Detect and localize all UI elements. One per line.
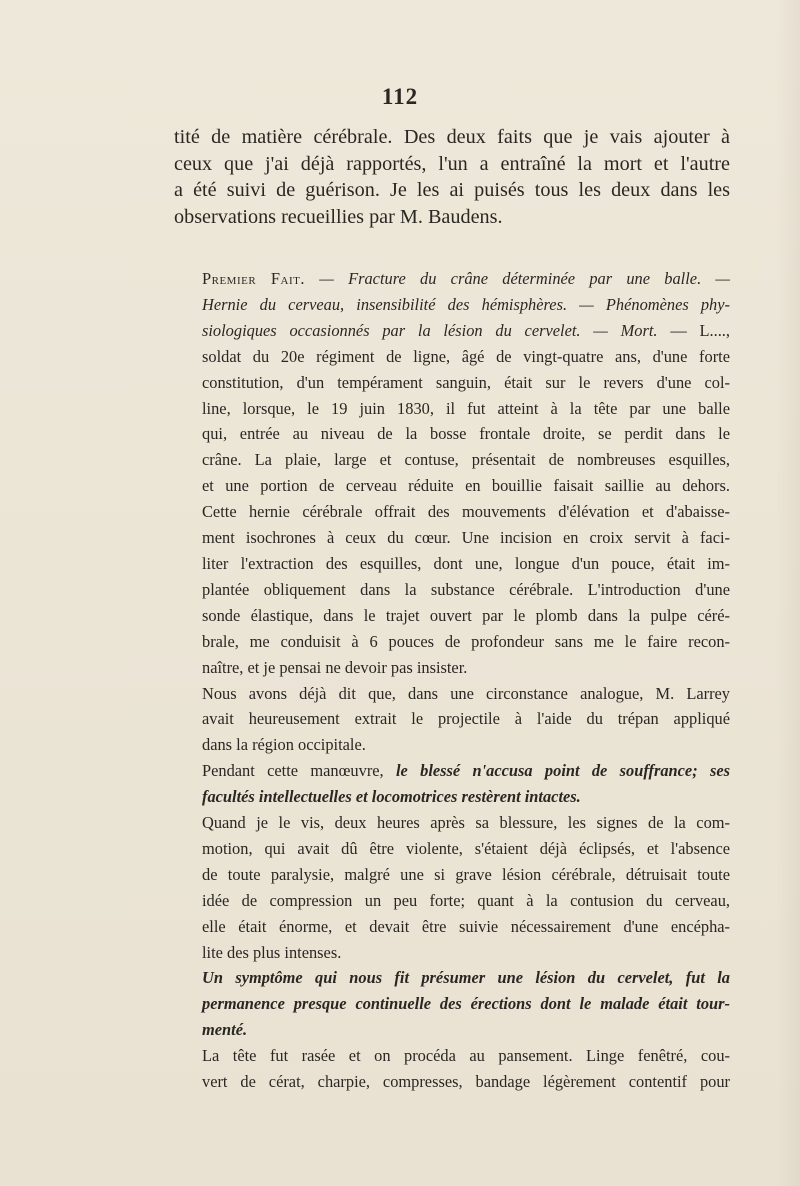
body-line [174,784,730,810]
body-line: sonde élastique, dans le trajet ouvert par le plomb dans la pulpe céré- [202,605,730,625]
patient-initial: — L...., [657,320,730,340]
intro-line: a été suivi de guérison. Je les ai puisés tous les deux dans les [174,179,730,202]
body-line: ment isochrones à ceux du cœur. Une incision en croix servit à faci- [202,528,730,548]
case-heading-line [174,318,730,344]
plain-text: Pendant cette manœuvre, [202,761,396,781]
body-line: de toute paralysie, malgré une si grave lésion cérébrale, détruisait toute [202,864,730,884]
body-line: line, lorsque, le 19 juin 1830, il fut atteint à la tête par une balle [202,398,730,418]
emphasis-line: Un symptôme qui nous fit présumer une lésion du cervelet, fut la [202,968,730,988]
paragraph-dressing [174,1043,730,1095]
emphasis-text: facultés intellectuelles et locomotrices restèrent intactes. [202,787,581,807]
paragraph-manoeuvre [174,758,730,810]
body-line: vert de cérat, charpie, compresses, bandage légèrement contentif pour [202,1072,730,1092]
case-heading-paragraph [174,266,730,681]
body-line: Cette hernie cérébrale offrait des mouvements d'élévation et d'abaisse- [202,502,730,522]
body-line: idée de compression un peu forte; quant à la contusion du cerveau, [202,890,730,910]
emphasis-line: permanence presque continuelle des érections dont le malade était tour- [202,994,730,1014]
case-heading-label: Premier Fait. [202,269,305,288]
paragraph-larrey [174,681,730,759]
body-line: constitution, d'un tempérament sanguin, était sur le revers d'une col- [202,372,730,392]
body-line: La tête fut rasée et on procéda au pansement. Linge fenêtré, cou- [202,1046,730,1066]
page-number: 112 [381,84,419,109]
emphasis-text: le blessé n'accusa point de souffrance; ses [395,761,731,781]
case-heading-title: siologiques occasionnés par la lésion du cervelet. — Mort. [202,320,658,340]
page-edge-shadow [776,0,800,1186]
case-heading-line [174,292,730,318]
case-report [174,266,730,1095]
case-heading-title: Hernie du cerveau, insensibilité des hémisphères. — Phénomènes phy- [202,294,730,314]
case-heading-line [174,266,730,292]
body-line: soldat du 20e régiment de ligne, âgé de vingt-quatre ans, d'une forte [202,346,730,366]
body-line: plantée obliquement dans la substance cérébrale. L'introduction d'une [202,579,730,599]
body-line: naître, et je pensai ne devoir pas insister. [202,657,468,677]
case-heading-title: — Fracture du crâne déterminée par une balle. — [304,269,730,288]
body-line: motion, qui avait dû être violente, s'étaient déjà éclipsés, et l'absence [202,838,730,858]
intro-line: observations recueillies par M. Baudens. [174,205,503,228]
body-line: et une portion de cerveau réduite en bouillie faisait saillie au dehors. [202,476,730,496]
intro-line: ceux que j'ai déjà rapportés, l'un a entraîné la mort et l'autre [174,152,730,175]
body-line: elle était énorme, et devait être suivie nécessairement d'une encépha- [202,916,730,936]
body-line: Nous avons déjà dit que, dans une circonstance analogue, M. Larrey [202,683,730,703]
body-line: dans la région occipitale. [202,735,366,755]
body-line: lite des plus intenses. [202,942,342,962]
body-line: avait heureusement extrait le projectile à l'aide du trépan appliqué [202,709,730,729]
emphasis-line: menté. [202,1020,248,1040]
body-line: crâne. La plaie, large et contuse, présentait de nombreuses esquilles, [202,450,730,470]
body-line: Quand je le vis, deux heures après sa blessure, les signes de la com- [202,813,730,833]
body-line: liter l'extraction des esquilles, dont une, longue d'un pouce, était im- [202,553,730,573]
intro-line: tité de matière cérébrale. Des deux faits que je vais ajouter à [174,126,730,148]
body-line: qui, entrée au niveau de la bosse frontale droite, se perdit dans le [202,424,730,444]
intro-paragraph [174,124,730,230]
paragraph-symptom [174,965,730,1043]
body-line [174,758,730,784]
paragraph-commotion [174,810,730,965]
body-line: brale, me conduisit à 6 pouces de profondeur sans me le faire recon- [202,631,730,651]
